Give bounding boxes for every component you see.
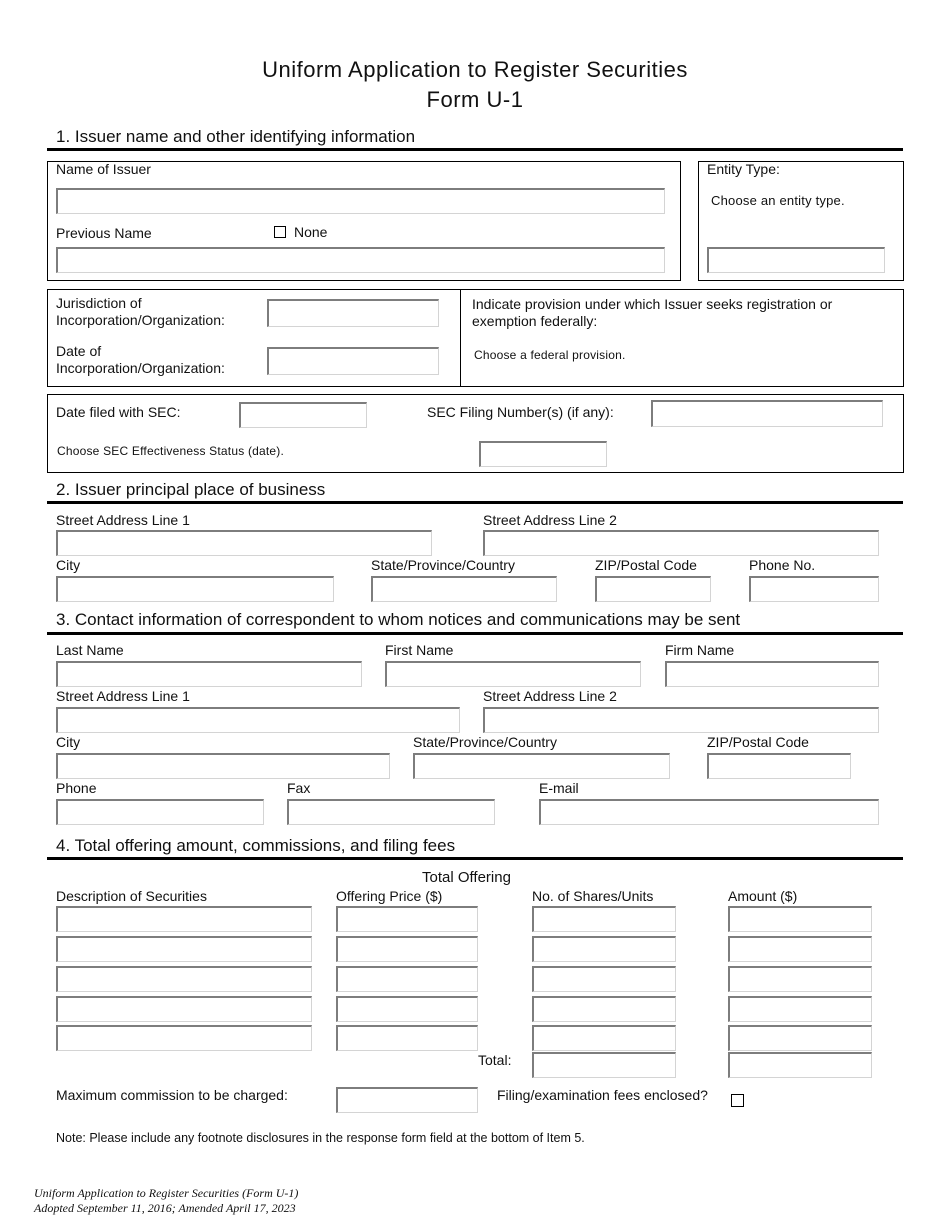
s2-street1-label: Street Address Line 1	[56, 512, 190, 528]
date-filed-sec-input[interactable]	[239, 402, 367, 428]
section-3-rule	[47, 632, 903, 635]
s3-city-label: City	[56, 734, 81, 750]
s2-zip-label: ZIP/Postal Code	[595, 557, 697, 573]
offering-amount-input[interactable]	[728, 936, 872, 962]
jurisdiction-label: Jurisdiction of Incorporation/Organization:	[56, 295, 225, 328]
none-label: None	[294, 224, 328, 240]
s2-phone-label: Phone No.	[749, 557, 816, 573]
sec-filing-number-label: SEC Filing Number(s) (if any):	[427, 404, 614, 420]
offering-description-input[interactable]	[56, 996, 312, 1022]
col-amount-label: Amount ($)	[728, 888, 798, 904]
offering-price-input[interactable]	[336, 996, 478, 1022]
s2-city-input[interactable]	[56, 576, 334, 602]
fees-enclosed-checkbox[interactable]	[731, 1094, 744, 1107]
s3-phone-label: Phone	[56, 780, 97, 796]
section-1-rule	[47, 148, 903, 151]
entity-type-label: Entity Type:	[707, 161, 780, 177]
s3-city-input[interactable]	[56, 753, 390, 779]
max-commission-input[interactable]	[336, 1087, 478, 1113]
section-1-title: 1. Issuer name and other identifying information	[56, 127, 416, 146]
previous-name-input[interactable]	[56, 247, 665, 273]
federal-provision-dropdown[interactable]: Choose a federal provision.	[474, 348, 626, 362]
date-incorporation-label: Date of Incorporation/Organization:	[56, 343, 225, 376]
s2-zip-input[interactable]	[595, 576, 711, 602]
none-checkbox[interactable]	[274, 226, 286, 238]
offering-amount-input[interactable]	[728, 966, 872, 992]
offering-description-input[interactable]	[56, 936, 312, 962]
section-2-rule	[47, 501, 903, 504]
offering-amount-input[interactable]	[728, 996, 872, 1022]
section-4-title: 4. Total offering amount, commissions, and filing fees	[56, 836, 456, 855]
s3-street2-label: Street Address Line 2	[483, 688, 617, 704]
date-incorporation-input[interactable]	[267, 347, 439, 375]
s2-phone-input[interactable]	[749, 576, 879, 602]
s3-first-name-input[interactable]	[385, 661, 641, 687]
s2-street1-input[interactable]	[56, 530, 432, 556]
entity-type-input[interactable]	[707, 247, 885, 273]
s3-email-label: E-mail	[539, 780, 579, 796]
section-2-title: 2. Issuer principal place of business	[56, 480, 326, 499]
jurisdiction-input[interactable]	[267, 299, 439, 327]
s3-last-name-input[interactable]	[56, 661, 362, 687]
col-description-label: Description of Securities	[56, 888, 207, 904]
total-shares-input[interactable]	[532, 1052, 676, 1078]
s3-street2-input[interactable]	[483, 707, 879, 733]
s2-state-input[interactable]	[371, 576, 557, 602]
form-subtitle: Form U-1	[426, 87, 524, 112]
name-of-issuer-input[interactable]	[56, 188, 665, 214]
offering-amount-input[interactable]	[728, 906, 872, 932]
offering-description-input[interactable]	[56, 1025, 312, 1051]
s3-zip-label: ZIP/Postal Code	[707, 734, 809, 750]
total-amount-input[interactable]	[728, 1052, 872, 1078]
federal-provision-label: Indicate provision under which Issuer seeks registration or exemption federally:	[472, 296, 833, 329]
offering-amount-input[interactable]	[728, 1025, 872, 1051]
fees-enclosed-label: Filing/examination fees enclosed?	[497, 1087, 708, 1103]
s3-first-name-label: First Name	[385, 642, 454, 658]
sec-effectiveness-dropdown[interactable]: Choose SEC Effectiveness Status (date).	[57, 444, 285, 458]
sec-effectiveness-input[interactable]	[479, 441, 607, 467]
s3-email-input[interactable]	[539, 799, 879, 825]
footer-line-2: Adopted September 11, 2016; Amended April 17, 2023	[34, 1201, 296, 1215]
offering-description-input[interactable]	[56, 906, 312, 932]
s3-phone-input[interactable]	[56, 799, 264, 825]
s3-last-name-label: Last Name	[56, 642, 124, 658]
s3-firm-name-label: Firm Name	[665, 642, 735, 658]
s3-street1-input[interactable]	[56, 707, 460, 733]
total-label: Total:	[478, 1052, 512, 1068]
s2-street2-input[interactable]	[483, 530, 879, 556]
s3-firm-name-input[interactable]	[665, 661, 879, 687]
s3-street1-label: Street Address Line 1	[56, 688, 190, 704]
max-commission-label: Maximum commission to be charged:	[56, 1087, 288, 1103]
offering-shares-input[interactable]	[532, 936, 676, 962]
s3-state-label: State/Province/Country	[413, 734, 557, 750]
col-offering-price-label: Offering Price ($)	[336, 888, 443, 904]
col-shares-label: No. of Shares/Units	[532, 888, 654, 904]
total-offering-label: Total Offering	[422, 869, 511, 886]
s3-fax-input[interactable]	[287, 799, 495, 825]
footer-line-1: Uniform Application to Register Securities (Form U-1)	[34, 1186, 299, 1200]
offering-description-input[interactable]	[56, 966, 312, 992]
s3-zip-input[interactable]	[707, 753, 851, 779]
offering-shares-input[interactable]	[532, 966, 676, 992]
s2-city-label: City	[56, 557, 81, 573]
offering-price-input[interactable]	[336, 966, 478, 992]
offering-shares-input[interactable]	[532, 906, 676, 932]
s3-fax-label: Fax	[287, 780, 311, 796]
offering-shares-input[interactable]	[532, 996, 676, 1022]
s3-state-input[interactable]	[413, 753, 670, 779]
s2-street2-label: Street Address Line 2	[483, 512, 617, 528]
entity-type-dropdown[interactable]: Choose an entity type.	[711, 193, 845, 208]
section-3-title: 3. Contact information of correspondent to whom notices and communications may be sent	[56, 610, 741, 629]
jurisdiction-divider	[460, 289, 461, 387]
offering-shares-input[interactable]	[532, 1025, 676, 1051]
previous-name-label: Previous Name	[56, 225, 152, 241]
footnote-note: Note: Please include any footnote disclosures in the response form field at the bottom of Item 5.	[56, 1131, 585, 1145]
s2-state-label: State/Province/Country	[371, 557, 515, 573]
date-filed-sec-label: Date filed with SEC:	[56, 404, 181, 420]
section-4-rule	[47, 857, 903, 860]
form-title: Uniform Application to Register Securities	[262, 57, 688, 82]
offering-price-input[interactable]	[336, 936, 478, 962]
sec-filing-number-input[interactable]	[651, 400, 883, 427]
offering-price-input[interactable]	[336, 1025, 478, 1051]
name-of-issuer-label: Name of Issuer	[56, 161, 151, 177]
offering-price-input[interactable]	[336, 906, 478, 932]
